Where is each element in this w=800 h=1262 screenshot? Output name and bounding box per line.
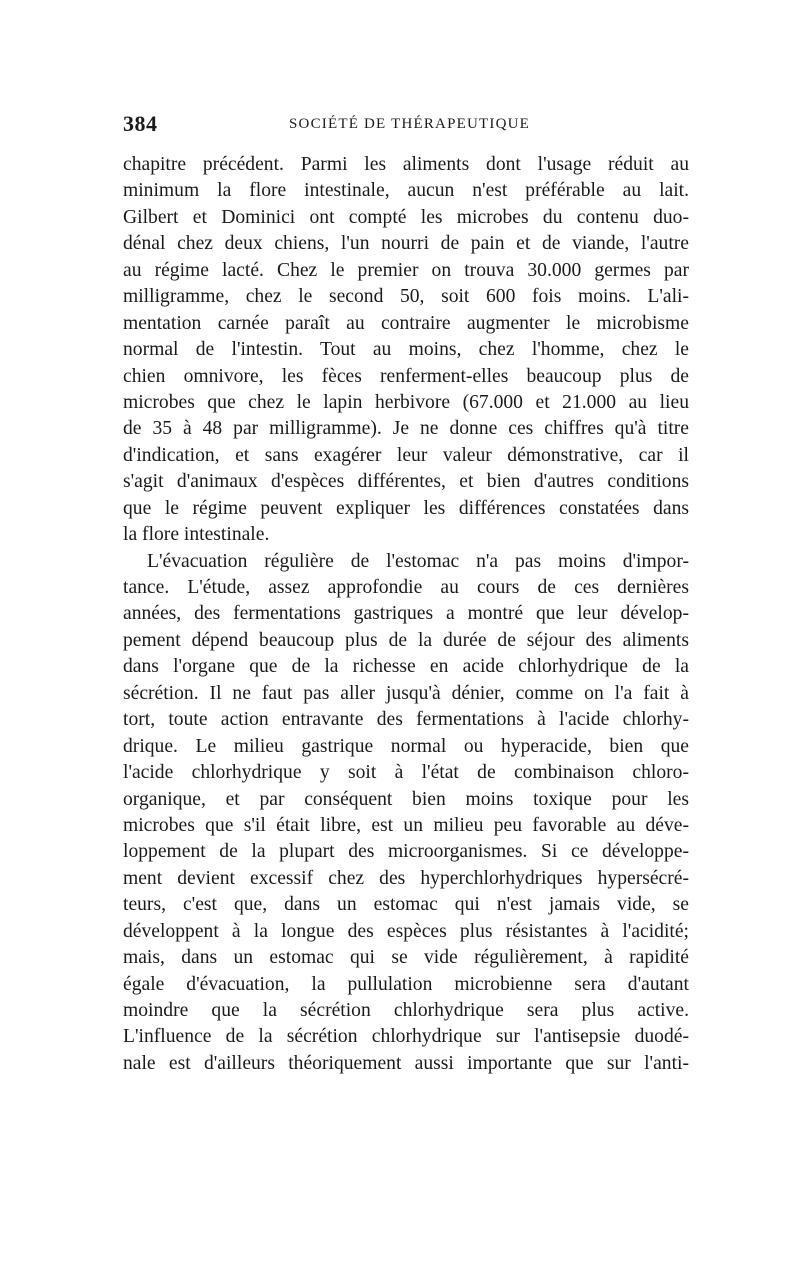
- text-line: dénal chez deux chiens, l'un nourri de pain et de viande, l'autre: [123, 233, 689, 255]
- body-text: [123, 152, 689, 1077]
- paragraph-2: [123, 549, 689, 1078]
- text-line: normal de l'intestin. Tout au moins, chez l'homme, chez le: [123, 339, 689, 361]
- page-number: 384: [123, 111, 158, 136]
- text-line: microbes que chez le lapin herbivore (67.000 et 21.000 au lieu: [123, 391, 689, 413]
- text-line: pement dépend beaucoup plus de la durée de séjour des aliments: [123, 629, 689, 651]
- text-line: dans l'organe que de la richesse en acide chlorhydrique de la: [123, 656, 689, 678]
- text-line: minimum la flore intestinale, aucun n'est préférable au lait.: [123, 180, 689, 202]
- text-line: teurs, c'est que, dans un estomac qui n'est jamais vide, se: [123, 894, 689, 916]
- text-line: l'acide chlorhydrique y soit à l'état de combinaison chloro-: [123, 762, 689, 784]
- text-line: L'influence de la sécrétion chlorhydrique sur l'antisepsie duodé-: [123, 1026, 689, 1048]
- text-line: chien omnivore, les fèces renferment-elles beaucoup plus de: [123, 365, 689, 387]
- text-line: mentation carnée paraît au contraire augmenter le microbisme: [123, 312, 689, 334]
- text-line: nale est d'ailleurs théoriquement aussi importante que sur l'anti-: [123, 1052, 689, 1074]
- text-line: au régime lacté. Chez le premier on trouva 30.000 germes par: [123, 259, 689, 281]
- text-line: Gilbert et Dominici ont compté les microbes du contenu duo-: [123, 206, 689, 228]
- text-line: de 35 à 48 par milligramme). Je ne donne ces chiffres qu'à titre: [123, 418, 689, 440]
- text-line: sécrétion. Il ne faut pas aller jusqu'à dénier, comme on l'a fait à: [123, 682, 689, 704]
- text-line: années, des fermentations gastriques a montré que leur dévelop-: [123, 603, 689, 625]
- text-line: drique. Le milieu gastrique normal ou hyperacide, bien que: [123, 735, 689, 757]
- page-header: [123, 111, 689, 139]
- text-line: tance. L'étude, assez approfondie au cours de ces dernières: [123, 577, 689, 598]
- paragraph-1: [123, 152, 689, 549]
- text-line: microbes que s'il était libre, est un milieu peu favorable au déve-: [123, 814, 689, 836]
- text-line: tort, toute action entravante des fermentations à l'acide chlorhy-: [123, 709, 689, 731]
- text-line: moindre que la sécrétion chlorhydrique sera plus active.: [123, 1000, 689, 1021]
- text-line: développent à la longue des espèces plus résistantes à l'acidité;: [123, 920, 689, 942]
- text-line: organique, et par conséquent bien moins toxique pour les: [123, 788, 689, 810]
- text-line: chapitre précédent. Parmi les aliments dont l'usage réduit au: [123, 154, 689, 175]
- running-head: SOCIÉTÉ DE THÉRAPEUTIQUE: [289, 116, 531, 132]
- text-line: la flore intestinale.: [123, 524, 270, 546]
- text-line: milligramme, chez le second 50, soit 600 fois moins. L'ali-: [123, 286, 689, 308]
- text-line: d'indication, et sans exagérer leur valeur démonstrative, car il: [123, 444, 689, 466]
- text-line: s'agit d'animaux d'espèces différentes, et bien d'autres conditions: [123, 471, 689, 493]
- text-line: égale d'évacuation, la pullulation microbienne sera d'autant: [123, 973, 689, 995]
- text-line: que le régime peuvent expliquer les différences constatées dans: [123, 497, 689, 519]
- text-line: mais, dans un estomac qui se vide régulièrement, à rapidité: [123, 947, 689, 969]
- text-line: ment devient excessif chez des hyperchlorhydriques hypersécré-: [123, 867, 689, 889]
- text-line: loppement de la plupart des microorganismes. Si ce développe-: [123, 841, 689, 863]
- text-line: L'évacuation régulière de l'estomac n'a pas moins d'impor-: [147, 550, 689, 572]
